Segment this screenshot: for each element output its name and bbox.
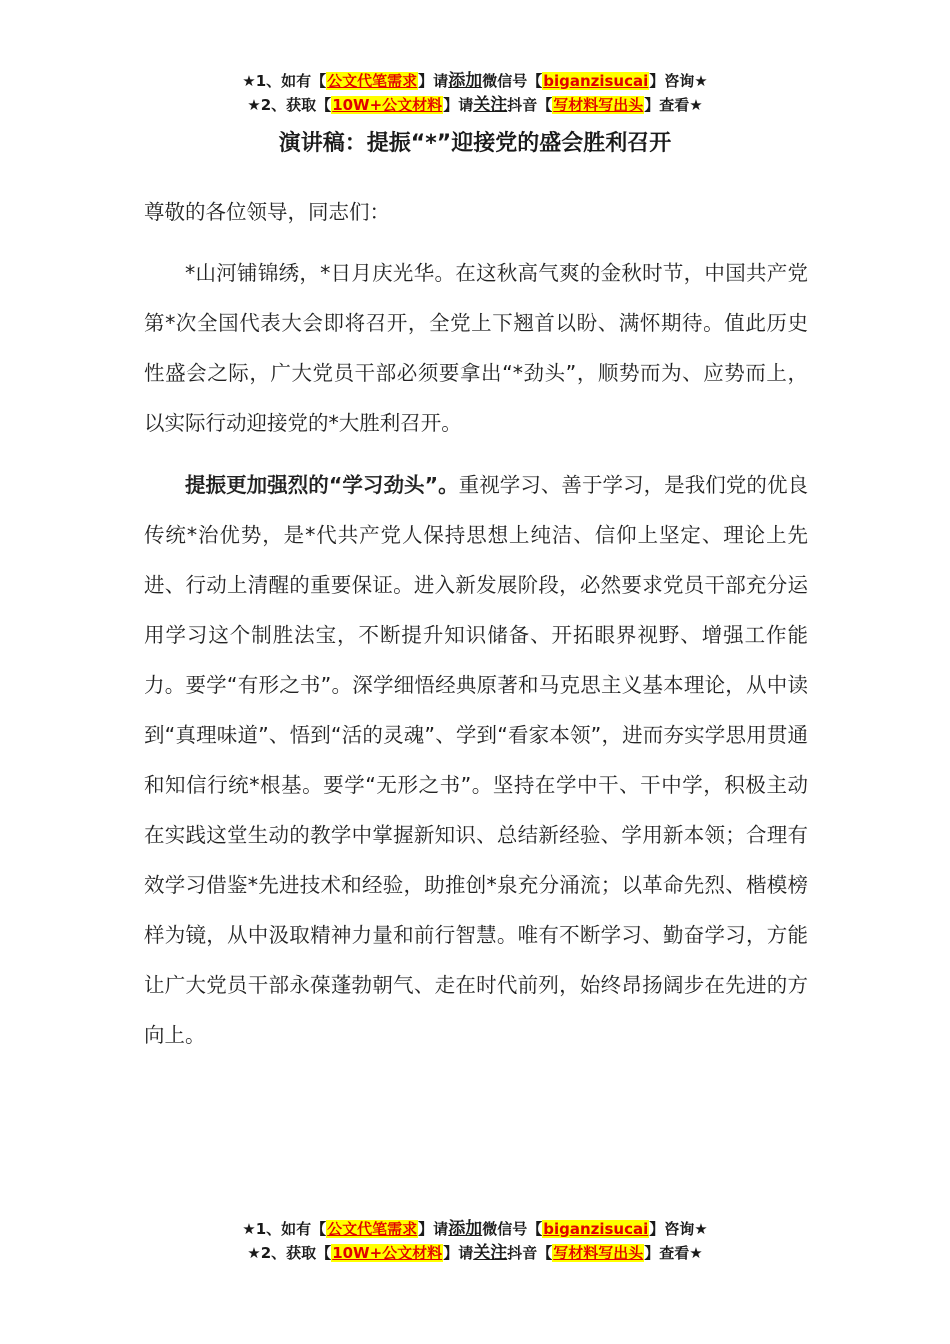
promo-text: 】请 (443, 96, 474, 114)
promo-text: ★1、如有【 (242, 72, 327, 90)
header-promo-banner (0, 69, 950, 117)
document-body (144, 187, 808, 1060)
promo-text: ★2、获取【 (247, 96, 332, 114)
promo-line-1 (0, 1217, 950, 1241)
promo-text: 】咨询★ (649, 72, 708, 90)
promo-text: 】请 (418, 1220, 449, 1238)
promo-highlight-service: 公文代笔需求 (327, 1220, 418, 1238)
promo-text: 微信号【 (482, 1220, 543, 1238)
promo-text: 】请 (418, 72, 449, 90)
greeting: 尊敬的各位领导，同志们： (144, 200, 390, 224)
promo-highlight-materials: 10W+公文材料 (332, 1244, 443, 1262)
promo-text: 】咨询★ (649, 1220, 708, 1238)
promo-line-2 (0, 1241, 950, 1265)
promo-text: 微信号【 (482, 72, 543, 90)
promo-emphasis: 添加 (448, 1219, 483, 1239)
paragraph-intro: *山河铺锦绣，*日月庆光华。在这秋高气爽的金秋时节，中国共产党第*次全国代表大会即将召开，全党上下翘首以盼、满怀期待。值此历史性盛会之际，广大党员干部必须要拿出“*劲头”，顺势而为、应势而上，以实际行动迎接党的*大胜利召开。 (144, 261, 808, 435)
promo-text: 】查看★ (644, 1244, 703, 1262)
promo-highlight-service: 公文代笔需求 (327, 72, 418, 90)
promo-highlight-materials: 10W+公文材料 (332, 96, 443, 114)
promo-line-1 (0, 69, 950, 93)
paragraph-lead: 提振更加强烈的“学习劲头”。 (185, 473, 459, 497)
promo-line-2 (0, 93, 950, 117)
paragraph-body: 重视学习、善于学习，是我们党的优良传统*治优势，是*代共产党人保持思想上纯洁、信仰上坚定、理论上先进、行动上清醒的重要保证。进入新发展阶段，必然要求党员干部充分运用学习这个制胜法宝，不断提升知识储备、开拓眼界视野、增强工作能力。要学“有形之书”。深学细悟经典原著和马克思主义基本理论，从中读到“真理味道”、悟到“活的灵魂”、学到“看家本领”，进而夯实学思用贯通和知信行统*根基。要学“无形之书”。坚持在学中干、干中学，积极主动在实践这堂生动的教学中掌握新知识、总结新经验、学用新本领；合理有效学习借鉴*先进技术和经验，助推创*泉充分涌流；以革命先烈、楷模榜样为镜，从中汲取精神力量和前行智慧。唯有不断学习、勤奋学习，方能让广大党员干部永葆蓬勃朝气、走在时代前列，始终昂扬阔步在先进的方向上。 (144, 473, 808, 1047)
promo-text: 】请 (443, 1244, 474, 1262)
promo-text: ★2、获取【 (247, 1244, 332, 1262)
promo-text: 抖音【 (507, 96, 553, 114)
paragraph-learning (144, 460, 808, 1060)
promo-text: 抖音【 (507, 1244, 553, 1262)
footer-promo-banner (0, 1217, 950, 1265)
promo-highlight-wechat-id: biganzisucai (543, 1220, 649, 1238)
promo-highlight-douyin-id: 写材料写出头 (553, 1244, 644, 1262)
promo-emphasis: 关注 (473, 1243, 508, 1263)
promo-highlight-wechat-id: biganzisucai (543, 72, 649, 90)
document-title: 演讲稿：提振“*”迎接党的盛会胜利召开 (278, 131, 672, 156)
promo-text: ★1、如有【 (242, 1220, 327, 1238)
promo-emphasis: 添加 (448, 71, 483, 91)
promo-highlight-douyin-id: 写材料写出头 (553, 96, 644, 114)
promo-emphasis: 关注 (473, 95, 508, 115)
promo-text: 】查看★ (644, 96, 703, 114)
